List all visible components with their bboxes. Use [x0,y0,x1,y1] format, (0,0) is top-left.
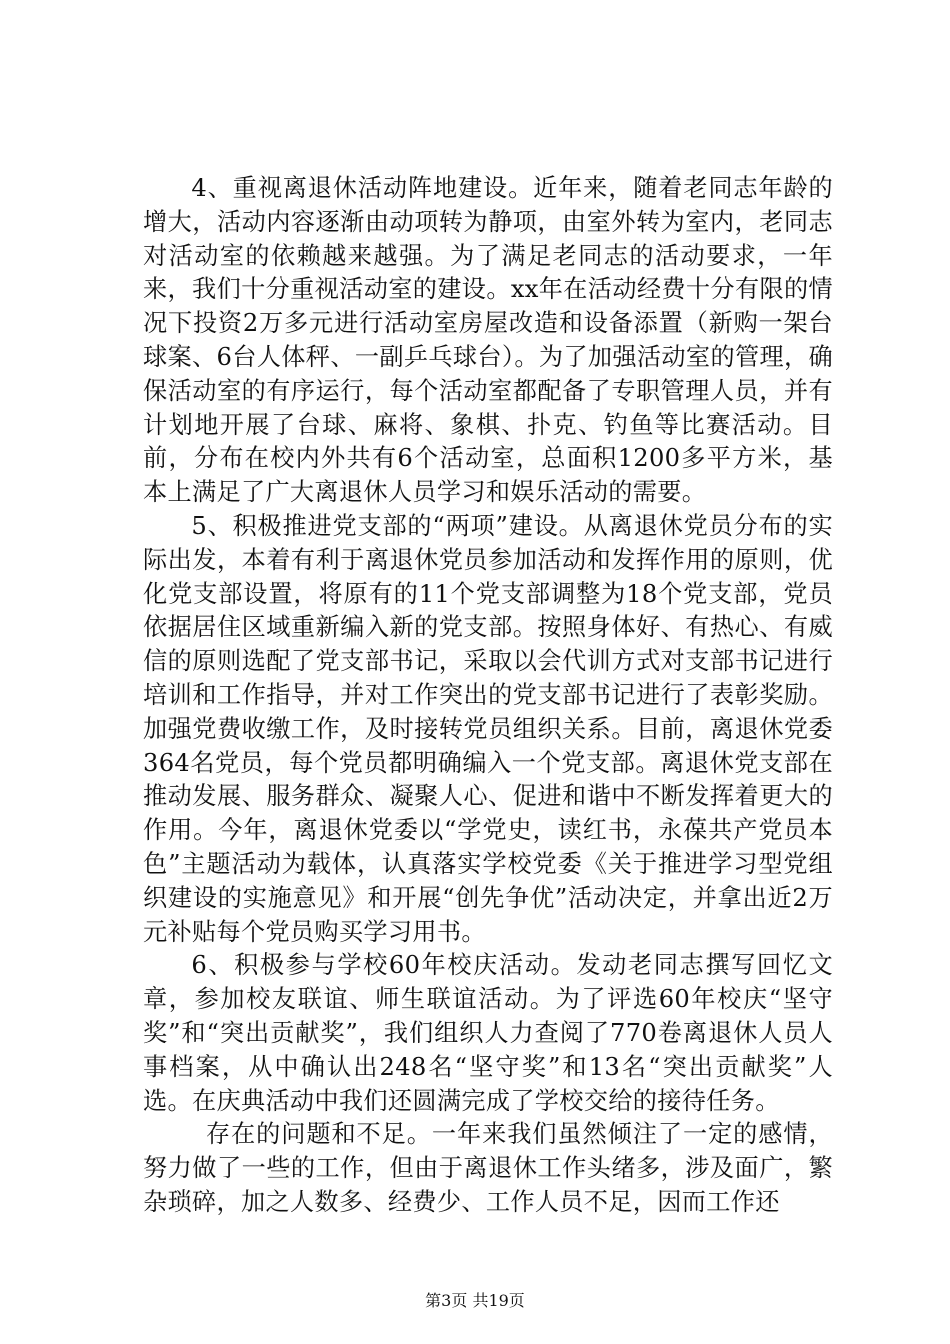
document-body [143,172,833,1220]
paragraph-activity-venue: 4、重视离退休活动阵地建设。近年来，随着老同志年龄的增大，活动内容逐渐由动项转为静项，由室外转为室内，老同志对活动室的依赖越来越强。为了满足老同志的活动要求，一年来，我们十分重视活动室的建设。xx年在活动经费十分有限的情况下投资2万多元进行活动室房屋改造和设备添置（新购一架台球案、6台人体秤、一副乒乓球台）。为了加强活动室的管理，确保活动室的有序运行，每个活动室都配备了专职管理人员，并有计划地开展了台球、麻将、象棋、扑克、钓鱼等比赛活动。目前，分布在校内外共有6个活动室，总面积1200多平方米，基本上满足了广大离退休人员学习和娱乐活动的需要。 [143,174,833,507]
page-number-footer: 第3页 共19页 [425,1291,525,1310]
paragraph-anniversary: 6、积极参与学校60年校庆活动。发动老同志撰写回忆文章，参加校友联谊、师生联谊活动。为了评选60年校庆“坚守奖”和“突出贡献奖”，我们组织人力查阅了770卷离退休人员人事档案，从中确认出248名“坚守奖”和13名“突出贡献奖”人选。在庆典活动中我们还圆满完成了学校交给的接待任务。 [143,951,833,1115]
paragraph-problems: 存在的问题和不足。一年来我们虽然倾注了一定的感情，努力做了一些的工作，但由于离退休工作头绪多，涉及面广，繁杂琐碎，加之人数多、经费少、工作人员不足，因而工作还 [143,1120,833,1216]
paragraph-party-branch: 5、积极推进党支部的“两项”建设。从离退休党员分布的实际出发，本着有利于离退休党员参加活动和发挥作用的原则，优化党支部设置，将原有的11个党支部调整为18个党支部，党员依据居住区域重新编入新的党支部。按照身体好、有热心、有威信的原则选配了党支部书记，采取以会代训方式对支部书记进行培训和工作指导，并对工作突出的党支部书记进行了表彰奖励。加强党费收缴工作，及时接转党员组织关系。目前，离退休党委364名党员，每个党员都明确编入一个党支部。离退休党支部在推动发展、服务群众、凝聚人心、促进和谐中不断发挥着更大的作用。今年，离退休党委以“学党史，读红书，永葆共产党员本色”主题活动为载体，认真落实学校党委《关于推进学习型党组织建设的实施意见》和开展“创先争优”活动决定，并拿出近2万元补贴每个党员购买学习用书。 [143,511,833,946]
